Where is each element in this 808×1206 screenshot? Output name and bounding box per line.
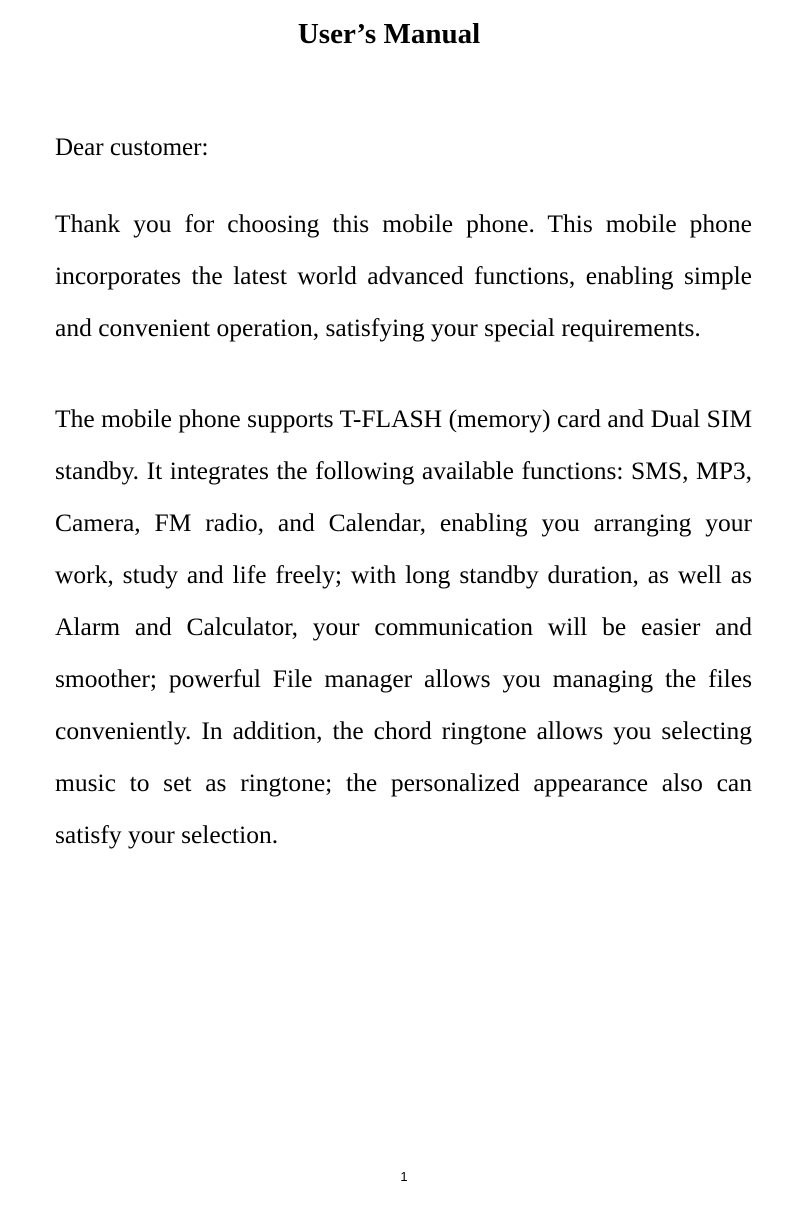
page-number: 1 bbox=[400, 1169, 408, 1184]
features-paragraph: The mobile phone supports T-FLASH (memory) card and Dual SIM standby. It integrates the following available functions: SMS, MP3, Camera, FM radio, and Calendar, enabling you arranging your work, study and life freely; with long standby duration, as well as Alarm and Calculator, your communication will be easier and smoother; powerful File manager allows you managing the files conveniently. In addition, the chord ringtone allows you selecting music to set as ringtone; the personalized appearance also can satisfy your selection. bbox=[55, 404, 752, 849]
intro-paragraph: Thank you for choosing this mobile phone. This mobile phone incorporates the latest world advanced functions, enabling simple and convenient operation, satisfying your special requirements. bbox=[55, 209, 752, 342]
salutation: Dear customer: bbox=[55, 134, 209, 161]
page-title: User’s Manual bbox=[297, 18, 481, 50]
